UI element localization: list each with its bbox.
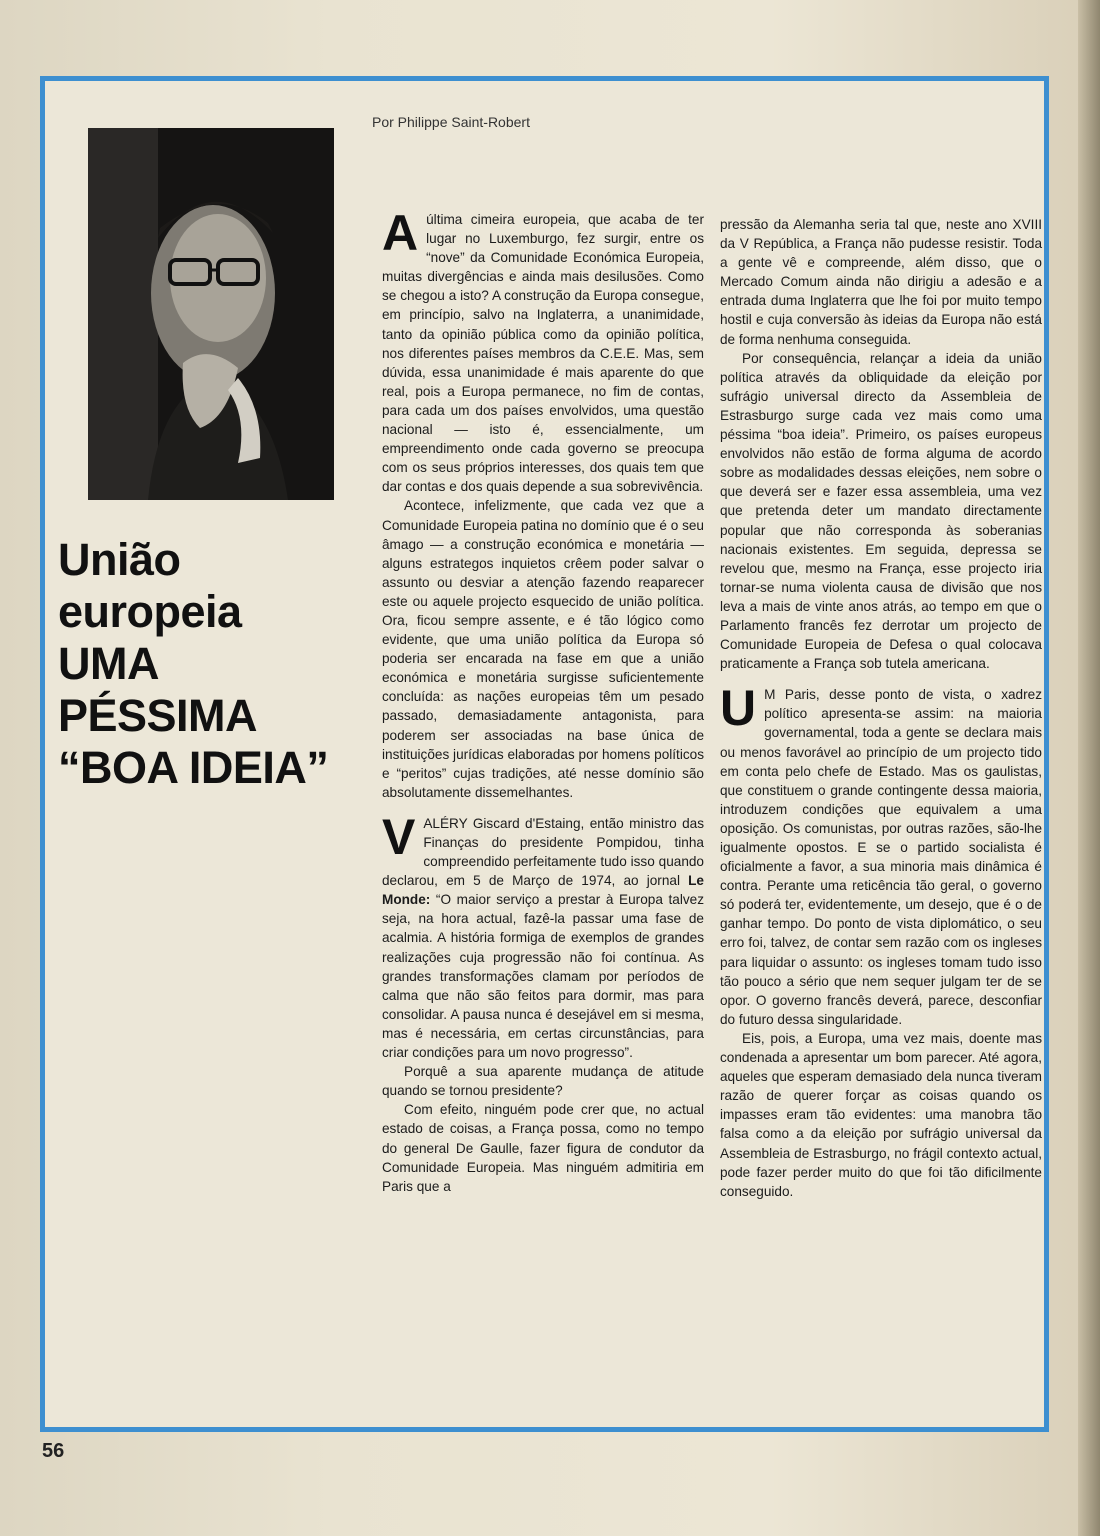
page-number: 56: [42, 1440, 65, 1462]
newspaper-name: Le Monde:: [382, 873, 704, 908]
article-column-1: [382, 205, 704, 1196]
paragraph: Eis, pois, a Europa, uma vez mais, doente mas condenada a apresentar um bom parecer. Até agora, aqueles que esperam demasiado dela nunca tiveram razão de querer forçar as coisas quando os impasses eram tão evidentes: uma manobra tão falsa como a da eleição por sufrágio universal da Assembleia de Estrasburgo, no frágil contexto actual, pode fazer perder muito do que foi tão dificilmente conseguido.: [720, 1030, 1042, 1199]
article-column-2: [720, 215, 1042, 1201]
dropcap: A: [382, 205, 419, 261]
headline-line-3: UMA: [58, 638, 159, 689]
paragraph-text: última cimeira europeia, que acaba de ter lugar no Luxemburgo, fez surgir, entre os “nove” da Comunidade Económica Europeia, muitas divergências e ainda mais desilusões. Como se chegou a isto? A construção da Europa consegue, em princípio, salvo na Inglaterra, a unanimidade, tanto da opinião pública como da opinião política, nos diferentes países membros da C.E.E. Mas, sem dúvida, essa unanimidade é mais aparente do que real, pois a Europa permanece, no fim de contas, para cada um dos países envolvidos, uma questão nacional — isto é, essencialmente, um empreendimento onde cada governo se preocupa com os seus próprios interesses, dos quais tem que dar contas e dos quais depende a sua sobrevivência.: [382, 212, 704, 495]
headline-line-5: “BOA IDEIA”: [58, 742, 329, 793]
paragraph: [382, 808, 704, 1062]
paragraph: [382, 205, 704, 496]
paragraph: pressão da Alemanha seria tal que, neste ano XVIII da V República, a França não pudesse resistir. Toda a gente vê e compreende, além disso, que o Mercado Comum ainda não dirigiu a adesão e a entrada duma Inglaterra que lhe foi por muito tempo hostil e cuja conversão às ideias da Europa não está de forma nenhuma conseguida.: [720, 217, 1042, 347]
dropcap: V: [382, 808, 416, 865]
portrait-image: [88, 128, 334, 500]
headline-line-4: PÉSSIMA: [58, 690, 258, 741]
dropcap: U: [720, 680, 757, 737]
headline-line-1: União: [58, 534, 181, 585]
paragraph-text: ALÉRY Giscard d'Estaing, então ministro das Finanças do presidente Pompidou, tinha compreendido perfeitamente tudo isso quando declarou, em 5 de Março de 1974, ao jornal: [382, 815, 704, 889]
paragraph: Com efeito, ninguém pode crer que, no actual estado de coisas, a França possa, como no tempo do general De Gaulle, fazer figura de condutor da Comunidade Europeia. Mas ninguém admitiria em Paris que a: [382, 1102, 704, 1194]
headline-line-2: europeia: [58, 586, 242, 637]
paragraph: Acontece, infelizmente, que cada vez que a Comunidade Europeia patina no domínio que é o seu âmago — a construção económica e monetária — alguns estrategos inquietos crêem poder salvar o assunto ou desviar a atenção fazendo reaparecer este ou aquele projecto esquecido de união política. Ora, ficou sempre assente, e é tão lógico como evidente, que uma união política da Europa só poderia ser encarada na fase em que a união económica e monetária surgisse suficientemente concluída: as nações europeias têm um pesado passado, demasiadamente antagonista, para poderem ser associadas na base única de instituições jurídicas elaboradas por homens políticos e “peritos” cujas tradições, até nesse domínio são absolutamente dissemelhantes.: [382, 498, 704, 800]
paragraph: Porquê a sua aparente mudança de atitude quando se tornou presidente?: [382, 1064, 704, 1099]
page-binding-edge: [1078, 0, 1100, 1536]
paragraph-text: M Paris, desse ponto de vista, o xadrez político apresenta-se assim: na maioria governamental, toda a gente se declara mais ou menos favorável ao princípio de um projecto tido em conta pelo chefe de Estado. Mas os gaulistas, que constituem o grande contingente dessa maioria, introduzem condições que equivalem a uma oposição. Os comunistas, por outras razões, são-lhe igualmente opostos. E se o partido socialista é oficialmente a favor, a sua minoria mais dinâmica é contra. Perante uma reticência tão geral, o governo só poderá ter, evidentemente, um desejo, que é o de ganhar tempo. Do ponto de vista diplomático, o seu erro foi, talvez, de contar sem razão com os ingleses para liquidar o assunto: os ingleses tomam tudo isso tão pouco a sério que nem sequer julgam ter de se opor. O governo francês deverá, parece, desconfiar do futuro dessa singularidade.: [720, 687, 1042, 1027]
paragraph-text: “O maior serviço a prestar à Europa talvez seja, na hora actual, fazê-la passar uma fase de acalmia. A história formiga de exemplos de grandes realizações cuja progressão não foi contínua. As grandes transformações clamam por períodos de calma que não são feitos para dormir, mas para consolidar. A pausa nunca é desejável em si mesma, mas é necessária, em certas circunstâncias, para criar condições para um novo progresso”.: [382, 892, 704, 1061]
author-photo: [88, 128, 334, 500]
headline: [58, 534, 358, 794]
paragraph: [720, 680, 1042, 1029]
byline: Por Philippe Saint-Robert: [372, 114, 530, 130]
paragraph: Por consequência, relançar a ideia da união política através da obliquidade da eleição por sufrágio universal directo da Assembleia de Estrasburgo surge cada vez mais como uma péssima “boa ideia”. Primeiro, os países europeus envolvidos não estão de forma alguma de acordo sobre as modalidades dessas eleições, nem sobre o que deverá ser e fazer essa assembleia, uma vez que pretenda deter um mandato directamente popular que não corresponda às soberanias nacionais existentes. Em seguida, depressa se revelou que, mesmo na França, esse projecto iria tornar-se numa violenta causa de divisão que nos leva a mais de vinte anos atrás, ao tempo em que o Parlamento francês fez derrotar um projecto de Comunidade Europeia de Defesa o qual colocava praticamente a França sob tutela americana.: [720, 350, 1042, 672]
